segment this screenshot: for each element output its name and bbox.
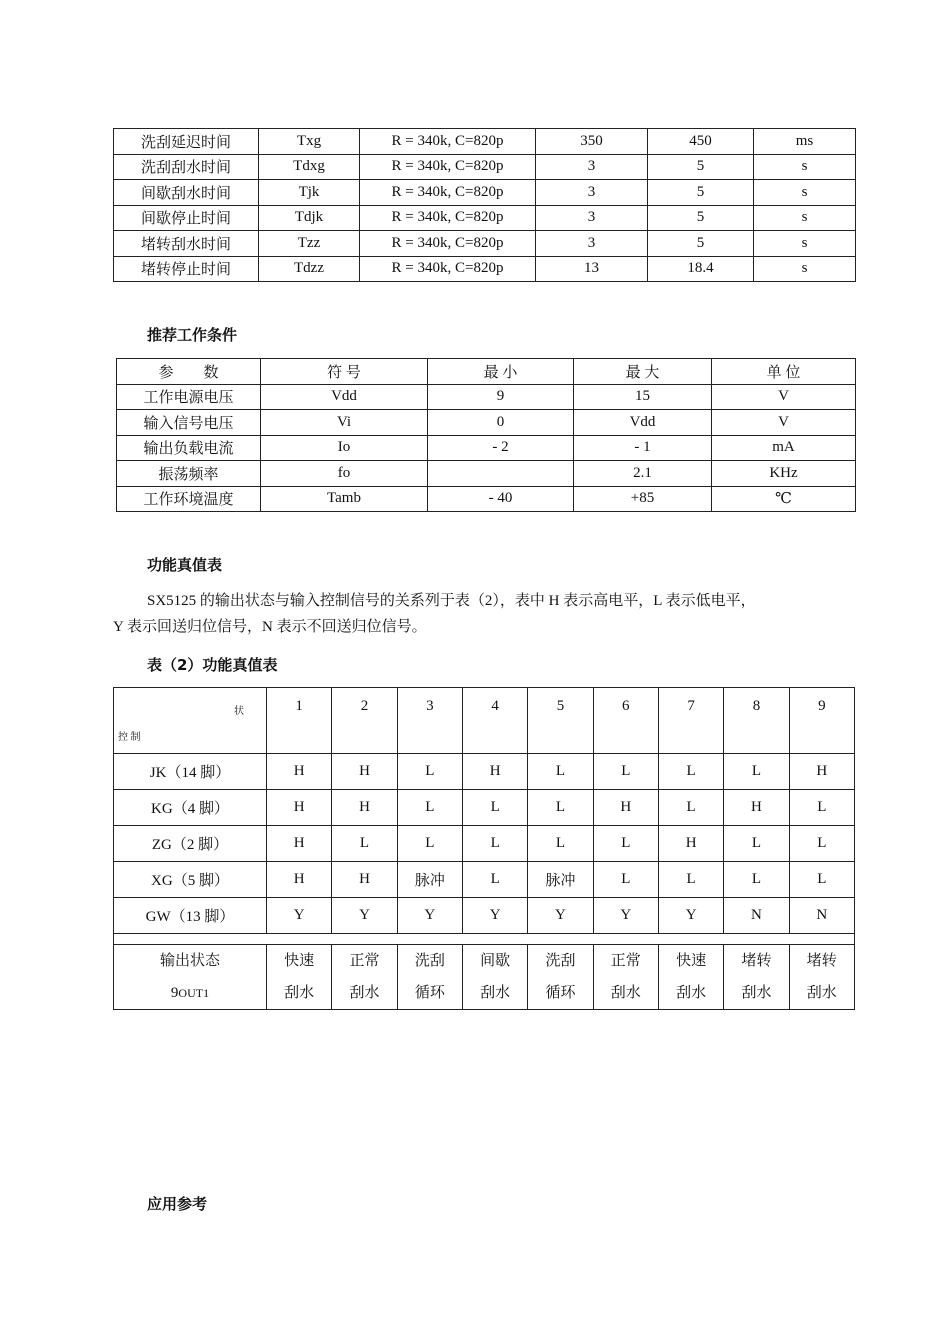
table-cell: V [712,384,856,410]
output-state-line: 刮水 [349,985,380,1001]
table-cell: L [724,862,789,898]
section-heading-truth-table: 功能真值表 [147,556,223,574]
output-label-line2 [114,977,266,1009]
table-cell: 5 [648,180,754,206]
table-cell: Y [267,898,332,934]
table-cell: L [462,862,527,898]
table-header-row [117,359,856,385]
table-row [114,231,856,257]
output-state-line: 刮水 [741,985,772,1001]
state-column-header: 5 [528,688,593,754]
table-cell: Vi [261,410,428,436]
spacer-cell [114,934,855,945]
row-label: ZG（2 脚） [114,826,267,862]
table-cell: H [789,754,854,790]
table-cell: Txg [259,129,360,155]
table-cell: - 2 [428,435,574,461]
table-cell: R = 340k, C=820p [360,256,536,282]
table-cell: mA [712,435,856,461]
table-row [114,862,855,898]
table-row [117,461,856,487]
description-paragraph [113,588,858,640]
table-cell: R = 340k, C=820p [360,205,536,231]
state-column-header: 7 [658,688,723,754]
table-cell: V [712,410,856,436]
table-cell: s [754,231,856,257]
table-cell: H [658,826,723,862]
column-header: 参 数 [117,359,261,385]
table-cell: - 1 [574,435,712,461]
table-cell: L [658,754,723,790]
column-header: 最 小 [428,359,574,385]
table-cell: 洗刮延迟时间 [114,129,259,155]
spacer-row [114,934,855,945]
table-cell: L [658,862,723,898]
table-row [114,129,856,155]
table-cell: 输出负载电流 [117,435,261,461]
row-label: KG（4 脚） [114,790,267,826]
table-row [114,790,855,826]
table-row [114,154,856,180]
column-header: 单 位 [712,359,856,385]
table-row [117,384,856,410]
table-cell: L [528,790,593,826]
table-cell: 脉冲 [528,862,593,898]
state-column-header: 3 [397,688,462,754]
output-label [114,945,267,1010]
table-cell: s [754,205,856,231]
table-cell: L [593,754,658,790]
state-column-header: 2 [332,688,397,754]
table-row [117,435,856,461]
table-cell: H [267,826,332,862]
table-cell: Y [332,898,397,934]
table-header-row [114,688,855,754]
output-state-line: 洗刮 [545,953,576,969]
state-column-header: 9 [789,688,854,754]
table-cell: Io [261,435,428,461]
table-cell: Tdxg [259,154,360,180]
table-row [114,898,855,934]
table-cell: H [332,790,397,826]
table-cell: H [593,790,658,826]
table-cell: L [528,826,593,862]
table-row [114,256,856,282]
table-row [114,205,856,231]
table-cell: 工作电源电压 [117,384,261,410]
table-cell: L [332,826,397,862]
output-state-line: 快速 [284,953,315,969]
table-row [114,826,855,862]
state-column-header: 6 [593,688,658,754]
table-cell: KHz [712,461,856,487]
table-cell: L [724,826,789,862]
table-cell: R = 340k, C=820p [360,154,536,180]
output-state-line: 正常 [610,953,641,969]
table-cell: 450 [648,129,754,155]
table-cell: 350 [536,129,648,155]
output-state-line: 快速 [676,953,707,969]
output-state-cell [789,945,854,1010]
output-state-line: 刮水 [806,985,837,1001]
table-cell: 洗刮刮水时间 [114,154,259,180]
truth-table [113,687,855,1010]
table-cell: L [789,790,854,826]
table-cell: Y [658,898,723,934]
table-cell: 间歇停止时间 [114,205,259,231]
output-state-line: 循环 [545,985,576,1001]
table-cell: Tamb [261,486,428,512]
output-state-line: 间歇 [480,953,511,969]
table-cell: 0 [428,410,574,436]
table-cell: H [332,754,397,790]
output-state-cell [724,945,789,1010]
state-column-header: 4 [462,688,527,754]
table-cell: L [397,790,462,826]
table-cell: Tjk [259,180,360,206]
table-cell: N [789,898,854,934]
output-state-line: 堵转 [806,953,837,969]
table-cell: 5 [648,205,754,231]
table-cell: ms [754,129,856,155]
table-row [114,180,856,206]
table-cell: 15 [574,384,712,410]
output-state-cell [462,945,527,1010]
output-label-sub: OUT1 [178,986,210,1000]
table-cell: Tdjk [259,205,360,231]
table-cell: L [397,826,462,862]
state-column-header: 8 [724,688,789,754]
output-state-cell [528,945,593,1010]
table-cell: 3 [536,231,648,257]
table-cell: H [267,754,332,790]
table-cell: Y [462,898,527,934]
table-cell: Vdd [574,410,712,436]
output-state-line: 刮水 [676,985,707,1001]
output-state-line: 刮水 [480,985,511,1001]
table-cell: 3 [536,154,648,180]
table-row [114,754,855,790]
table-cell: R = 340k, C=820p [360,180,536,206]
column-header: 符 号 [261,359,428,385]
table-cell: R = 340k, C=820p [360,231,536,257]
paragraph-line-1: SX5125 的输出状态与输入控制信号的关系列于表（2），表中 H 表示高电平，L 表示低电平， [147,593,756,609]
table-cell [428,461,574,487]
output-state-cell [332,945,397,1010]
table-cell: R = 340k, C=820p [360,129,536,155]
output-state-line: 洗刮 [414,953,445,969]
table-cell: Tzz [259,231,360,257]
output-state-line: 正常 [349,953,380,969]
table-cell: L [789,862,854,898]
output-state-cell [397,945,462,1010]
output-state-cell [267,945,332,1010]
table-cell: 堵转刮水时间 [114,231,259,257]
table-cell: L [397,754,462,790]
table-cell: L [462,790,527,826]
table-cell: L [593,862,658,898]
output-state-line: 刮水 [284,985,315,1001]
table-cell: Tdzz [259,256,360,282]
table-cell: L [658,790,723,826]
table2-caption: 表（2）功能真值表 [147,656,278,674]
table-cell: L [724,754,789,790]
table-cell: L [593,826,658,862]
corner-bottom-label: 控 制 [118,732,141,743]
table-cell: L [789,826,854,862]
table-cell: 工作环境温度 [117,486,261,512]
output-label-main: 9 [170,985,179,1001]
table-row [117,486,856,512]
table-cell: ℃ [712,486,856,512]
table-cell: 13 [536,256,648,282]
table-cell: 输入信号电压 [117,410,261,436]
table-cell: H [462,754,527,790]
section-heading-application: 应用参考 [147,1195,208,1213]
table-cell: 3 [536,205,648,231]
row-label: JK（14 脚） [114,754,267,790]
table-cell: s [754,256,856,282]
column-header: 最 大 [574,359,712,385]
output-state-cell [593,945,658,1010]
table-cell: H [332,862,397,898]
output-state-cell [658,945,723,1010]
paragraph-line-2: Y 表示回送归位信号，N 表示不回送归位信号。 [113,619,427,635]
table-cell: L [528,754,593,790]
row-label: GW（13 脚） [114,898,267,934]
table-cell: 堵转停止时间 [114,256,259,282]
output-label-line1: 输出状态 [159,953,220,969]
output-row [114,945,855,1010]
table-cell: H [267,790,332,826]
table-cell: 2.1 [574,461,712,487]
output-state-line: 循环 [414,985,445,1001]
table-cell: H [724,790,789,826]
table-cell: 振荡频率 [117,461,261,487]
output-state-line: 堵转 [741,953,772,969]
table-cell: Y [528,898,593,934]
table-cell: - 40 [428,486,574,512]
table-row [117,410,856,436]
row-label: XG（5 脚） [114,862,267,898]
timing-table [113,128,856,282]
table-cell: 5 [648,231,754,257]
table-cell: fo [261,461,428,487]
table-cell: Y [397,898,462,934]
table-cell: Vdd [261,384,428,410]
section-heading-recommended: 推荐工作条件 [147,326,238,344]
table-cell: 5 [648,154,754,180]
corner-cell [114,688,267,754]
state-column-header: 1 [267,688,332,754]
table-cell: 18.4 [648,256,754,282]
table-cell: 3 [536,180,648,206]
table-cell: Y [593,898,658,934]
table-cell: s [754,154,856,180]
table-cell: 脉冲 [397,862,462,898]
table-cell: s [754,180,856,206]
table-cell: 9 [428,384,574,410]
table-cell: H [267,862,332,898]
table-cell: 间歇刮水时间 [114,180,259,206]
table-cell: N [724,898,789,934]
output-state-line: 刮水 [610,985,641,1001]
table-cell: L [462,826,527,862]
table-cell: +85 [574,486,712,512]
corner-top-label: 状 [234,706,244,717]
conditions-table [116,358,856,512]
